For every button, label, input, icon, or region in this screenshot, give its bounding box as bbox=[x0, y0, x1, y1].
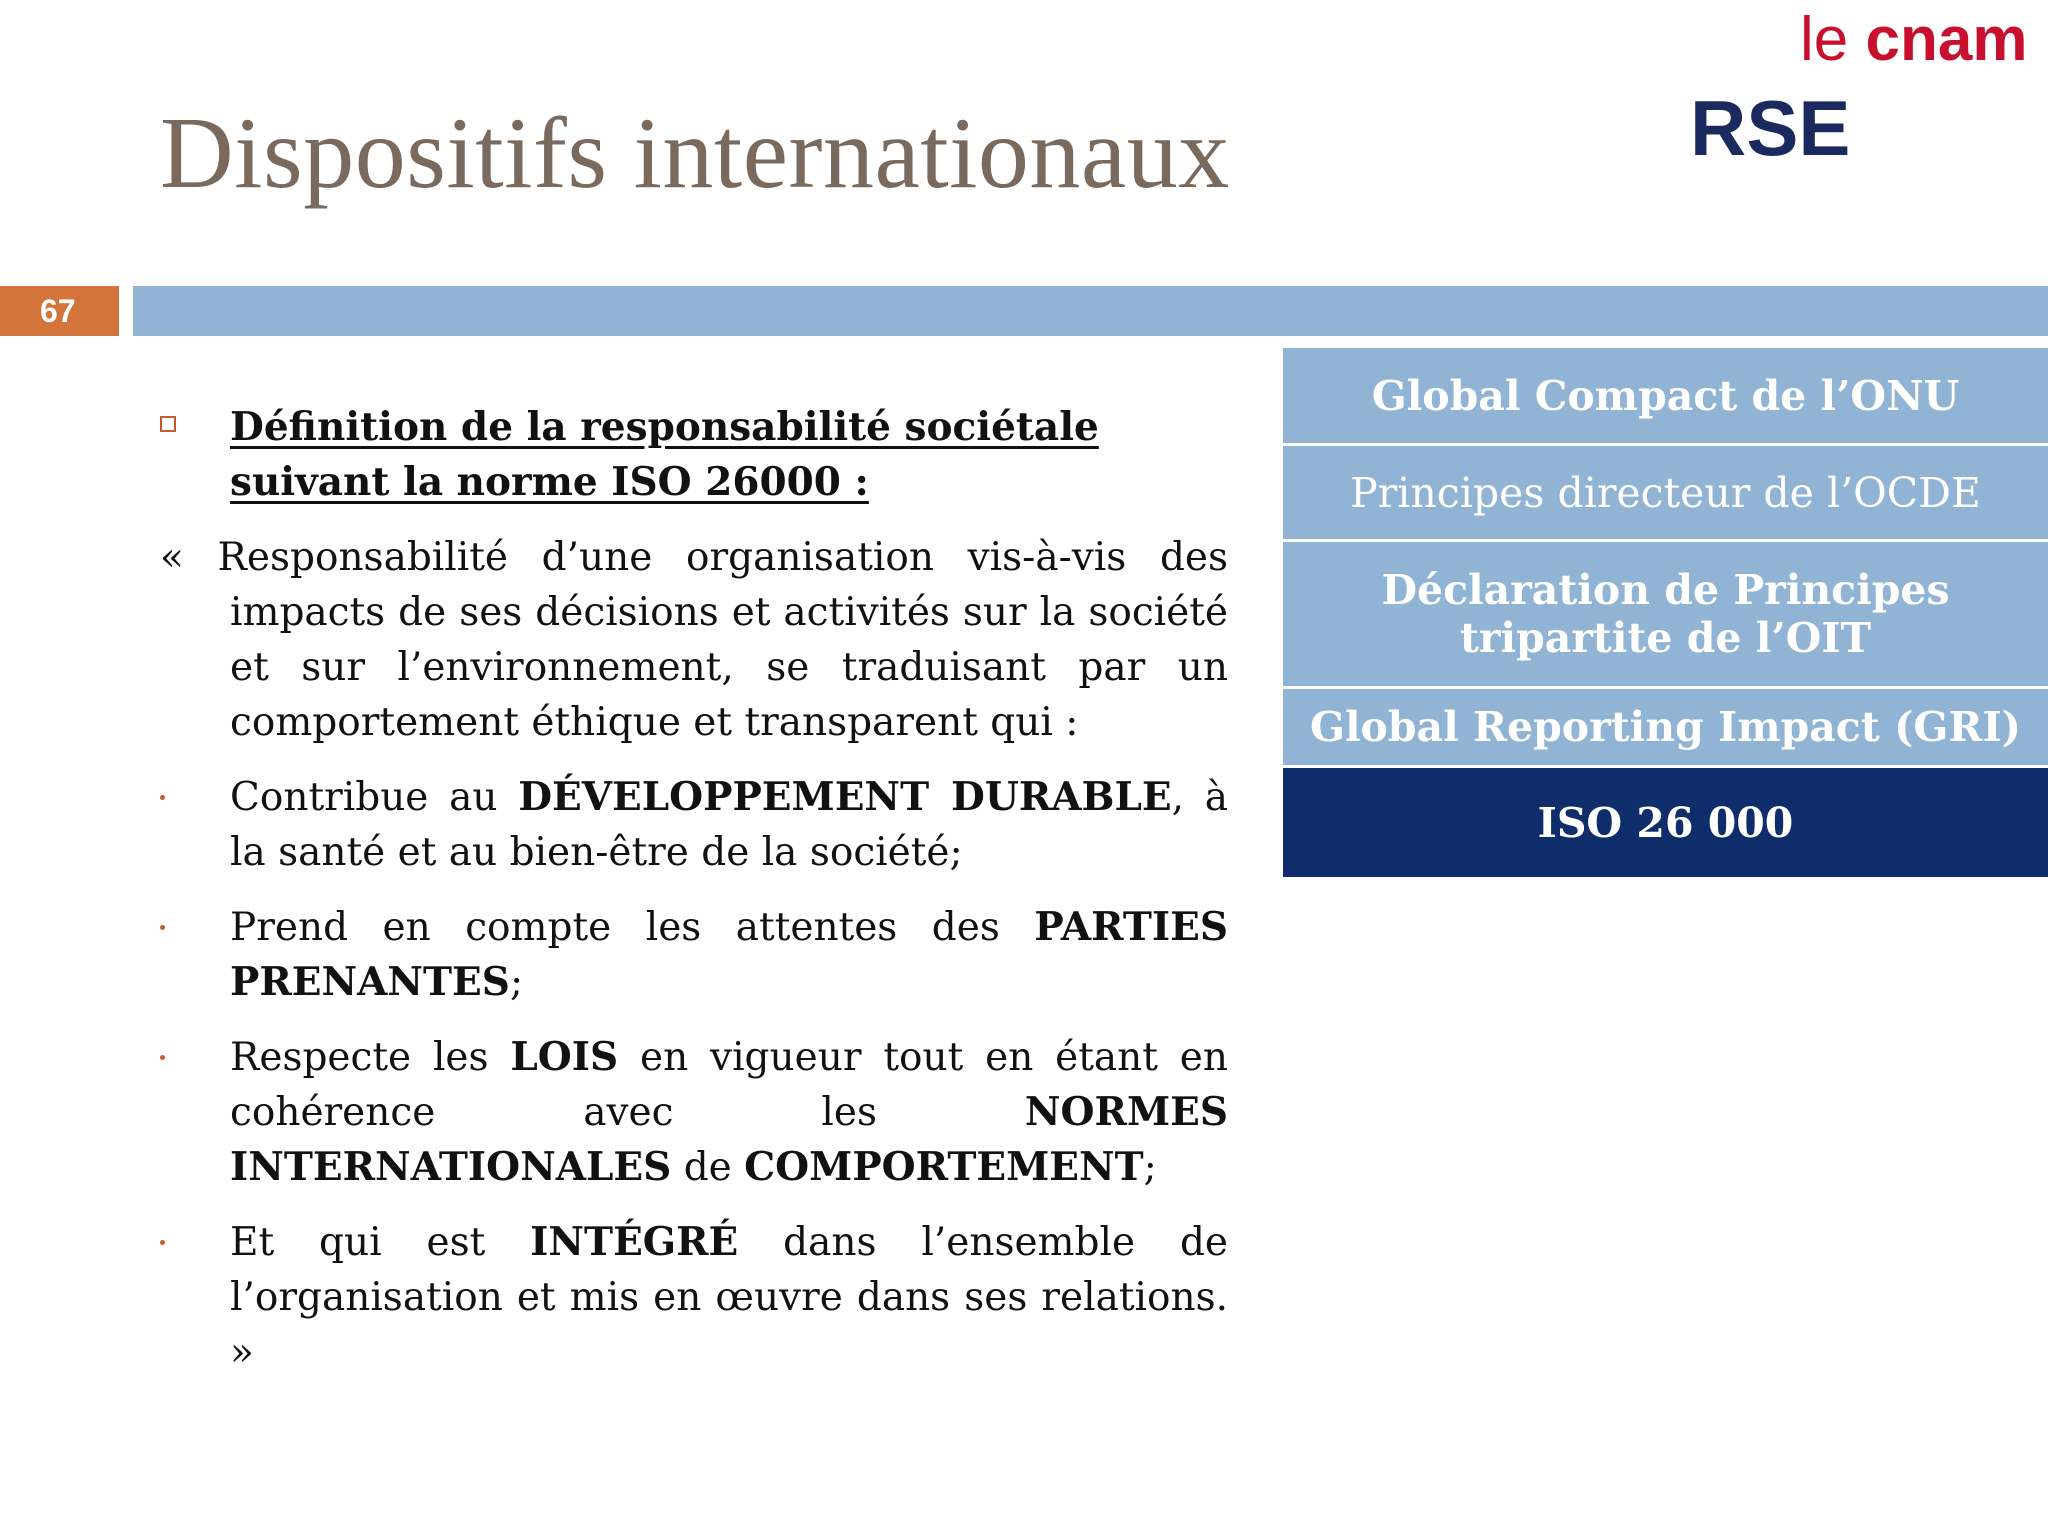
svg-text:RSE: RSE bbox=[1690, 84, 1851, 172]
square-bullet-icon bbox=[160, 416, 176, 432]
cnam-logo: le cnam bbox=[1800, 5, 2028, 74]
definition-heading: Définition de la responsabilité sociétale suivant la norme ISO 26000 : bbox=[160, 400, 1228, 510]
definition-quote: « Responsabilité d’une organisation vis-à-vis des impacts de ses décisions et activités sur la société et sur l’environnement, se traduisant par un comportement éthique et transparent qui : bbox=[160, 535, 1228, 745]
stack-item-iso-26000: ISO 26 000 bbox=[1283, 768, 2048, 877]
list-item: Contribue au DÉVELOPPEMENT DURABLE, à la santé et au bien-être de la société; bbox=[160, 770, 1228, 880]
stack-item-ocde: Principes directeur de l’OCDE bbox=[1283, 446, 2048, 542]
list-item: Prend en compte les attentes des PARTIES PRENANTES; bbox=[160, 900, 1228, 1010]
stack-item-oit: Déclaration de Principes tripartite de l’OIT bbox=[1283, 542, 2048, 689]
stack-item-global-compact: Global Compact de l’ONU bbox=[1283, 348, 2048, 446]
list-item: Et qui est INTÉGRÉ dans l’ensemble de l’organisation et mis en œuvre dans ses relations. » bbox=[160, 1215, 1228, 1380]
header-bar bbox=[133, 286, 2048, 336]
page-number: 67 bbox=[0, 286, 119, 336]
rse-logo-icon bbox=[1690, 75, 1930, 175]
bullet-icon bbox=[160, 1055, 165, 1060]
slide-title: Dispositifs internationaux bbox=[160, 97, 1230, 210]
stack-item-gri: Global Reporting Impact (GRI) bbox=[1283, 689, 2048, 768]
framework-stack bbox=[1283, 348, 2048, 877]
bullet-icon bbox=[160, 1240, 165, 1245]
bullet-icon bbox=[160, 925, 165, 930]
bullet-icon bbox=[160, 795, 165, 800]
slide-body bbox=[160, 400, 1228, 1400]
list-item: Respecte les LOIS en vigueur tout en étant en cohérence avec les NORMES INTERNATIONALES de COMPORTEMENT; bbox=[160, 1030, 1228, 1195]
